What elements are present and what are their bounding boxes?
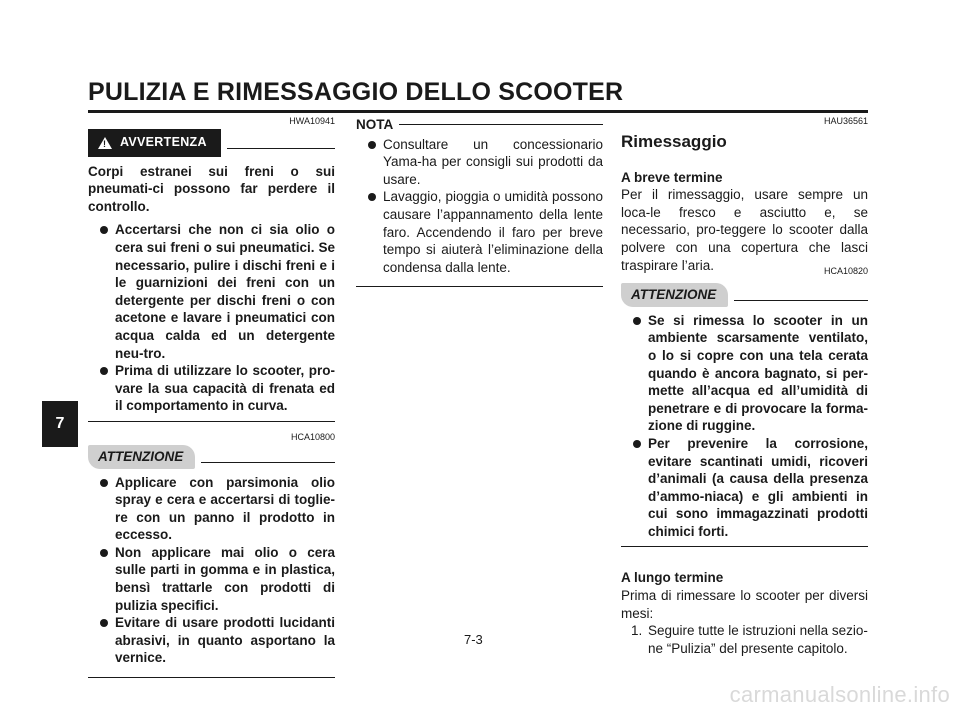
caution-header-line — [734, 300, 868, 301]
bullet-icon — [368, 141, 376, 149]
chapter-tab: 7 — [42, 401, 78, 447]
bullet-icon — [633, 317, 641, 325]
step-text: Seguire tutte le istruzioni nella sezio-ne “Pulizia” del presente capitolo. — [648, 623, 868, 656]
bullet-icon — [100, 479, 108, 487]
list-item: Prima di utilizzare lo scooter, pro-vare la sua capacità di frenata ed il comportamento in curva. — [88, 362, 335, 415]
short-term-text: Per il rimessaggio, usare sempre un loca-le fresco e asciutto e, se necessario, pro-teggere lo scooter dalla polvere con una copertura che lasci traspirare l’aria. — [621, 187, 868, 273]
column-1 — [88, 116, 335, 678]
bullet-icon — [100, 226, 108, 234]
caution-end-rule — [621, 546, 868, 547]
bullet-icon — [633, 440, 641, 448]
warning-lead: Corpi estranei sui freni o sui pneumati-ci possono far perdere il controllo. — [88, 163, 335, 214]
caution-list — [88, 474, 335, 668]
bullet-icon — [100, 367, 108, 375]
caution-code: HCA10800 — [290, 431, 335, 442]
caution-list — [621, 312, 868, 541]
note-label: NOTA — [356, 117, 394, 132]
note-list — [356, 136, 603, 277]
warning-badge — [88, 129, 221, 157]
caution-header — [621, 283, 868, 307]
short-term-heading: A breve termine — [621, 169, 723, 185]
list-item: Se si rimessa lo scooter in un ambiente scarsamente ventilato, o lo si copre con una tela cerata quando è ancora bagnato, si per-mette all’acqua ed all’umidità di penetrare e di provocare la forma-zione di ruggine. — [621, 312, 868, 435]
note-header — [356, 116, 603, 134]
note-header-line — [399, 124, 603, 125]
list-item — [621, 622, 868, 657]
section-code: HAU36561 — [823, 116, 868, 126]
section-title: Rimessaggio — [621, 132, 727, 151]
warning-code: HWA10941 — [289, 116, 335, 126]
warning-header — [88, 129, 335, 157]
caution-code: HCA10820 — [823, 266, 868, 277]
list-item: Non applicare mai olio o cera sulle parti in gomma e in plastica, bensì trattarle con prodotti di pulizia specifici. — [88, 544, 335, 614]
bullet-icon — [100, 619, 108, 627]
caution-badge: ATTENZIONE — [88, 445, 195, 469]
list-item: Lavaggio, pioggia o umidità possono causare l’appannamento della lente faro. Accendendo il faro per breve tempo si aiuterà l’eliminazione della condensa dalla lente. — [356, 188, 603, 276]
caution-end-rule — [88, 677, 335, 678]
long-term-steps — [621, 622, 868, 657]
long-term-heading: A lungo termine — [621, 570, 724, 586]
step-number: 1. — [631, 623, 643, 639]
caution-header-line — [201, 462, 335, 463]
title-rule — [88, 110, 868, 113]
warning-list — [88, 221, 335, 415]
long-term-text: Prima di rimessare lo scooter per diversi mesi: — [621, 588, 868, 621]
column-3 — [621, 116, 868, 657]
list-item: Accertarsi che non ci sia olio o cera sui freni o sui pneumatici. Se necessario, pulire i dischi freni e i le guarnizioni dei freni con un detergente per dischi freni o con acetone e lavare i pneumatici con acqua calda ed un detergente neu-tro. — [88, 221, 335, 362]
bullet-icon — [100, 549, 108, 557]
list-item: Consultare un concessionario Yama-ha per consigli sui prodotti da usare. — [356, 136, 603, 189]
note-end-rule — [356, 286, 603, 287]
column-2 — [356, 116, 603, 287]
warning-end-rule — [88, 421, 335, 422]
warning-header-line — [227, 148, 335, 149]
page-number: 7-3 — [464, 632, 483, 647]
bullet-icon — [368, 193, 376, 201]
list-item: Per prevenire la corrosione, evitare scantinati umidi, ricoveri d’animali (a causa della presenza d’ammo-niaca) e gli ambienti in cui sono immagazzinati prodotti chimici forti. — [621, 435, 868, 541]
list-item: Applicare con parsimonia olio spray e cera e accertarsi di toglie-re con un panno il prodotto in eccesso. — [88, 474, 335, 544]
warning-triangle-icon: ! — [98, 137, 112, 149]
watermark: carmanualsonline.info — [729, 682, 950, 707]
caution-badge: ATTENZIONE — [621, 283, 728, 307]
page-title: PULIZIA E RIMESSAGGIO DELLO SCOOTER — [88, 78, 624, 106]
caution-header — [88, 445, 335, 469]
list-item: Evitare di usare prodotti lucidanti abrasivi, in quanto asportano la vernice. — [88, 614, 335, 667]
warning-label: AVVERTENZA — [120, 135, 207, 149]
